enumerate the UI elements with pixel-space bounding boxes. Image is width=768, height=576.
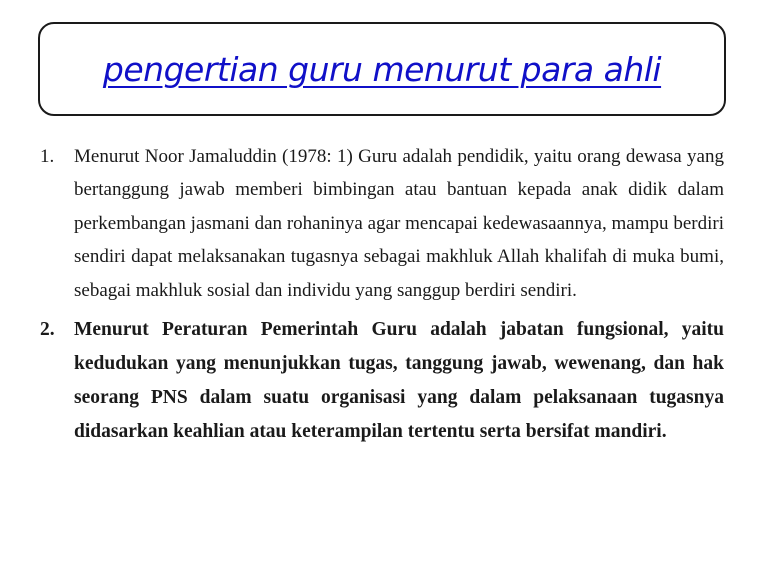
- definition-list: [36, 140, 724, 449]
- list-item-number: 1.: [40, 146, 55, 167]
- page-title: pengertian guru menurut para ahli: [102, 49, 662, 89]
- list-item-number: 2.: [40, 319, 55, 341]
- title-box: [38, 22, 726, 116]
- list-item-peraturan-pemerintah: [36, 313, 724, 449]
- list-item-noor-jamaluddin: [36, 140, 724, 307]
- list-item-text: Menurut Peraturan Pemerintah Guru adalah jabatan fungsional, yaitu kedudukan yang menunjukkan tugas, tanggung jawab, wewenang, dan hak seorang PNS dalam suatu organisasi yang dalam pelaksanaan tugasnya didasarkan keahlian atau keterampilan tertentu serta bersifat mandiri.: [74, 319, 724, 443]
- list-item-text: Menurut Noor Jamaluddin (1978: 1) Guru adalah pendidik, yaitu orang dewasa yang bertanggung jawab memberi bimbingan atau bantuan kepada anak didik dalam perkembangan jasmani dan rohaninya agar mencapai kedewasaannya, mampu berdiri sendiri dapat melaksanakan tugasnya sebagai makhluk Allah khalifah di muka bumi, sebagai makhluk sosial dan individu yang sanggup berdiri sendiri.: [74, 146, 724, 301]
